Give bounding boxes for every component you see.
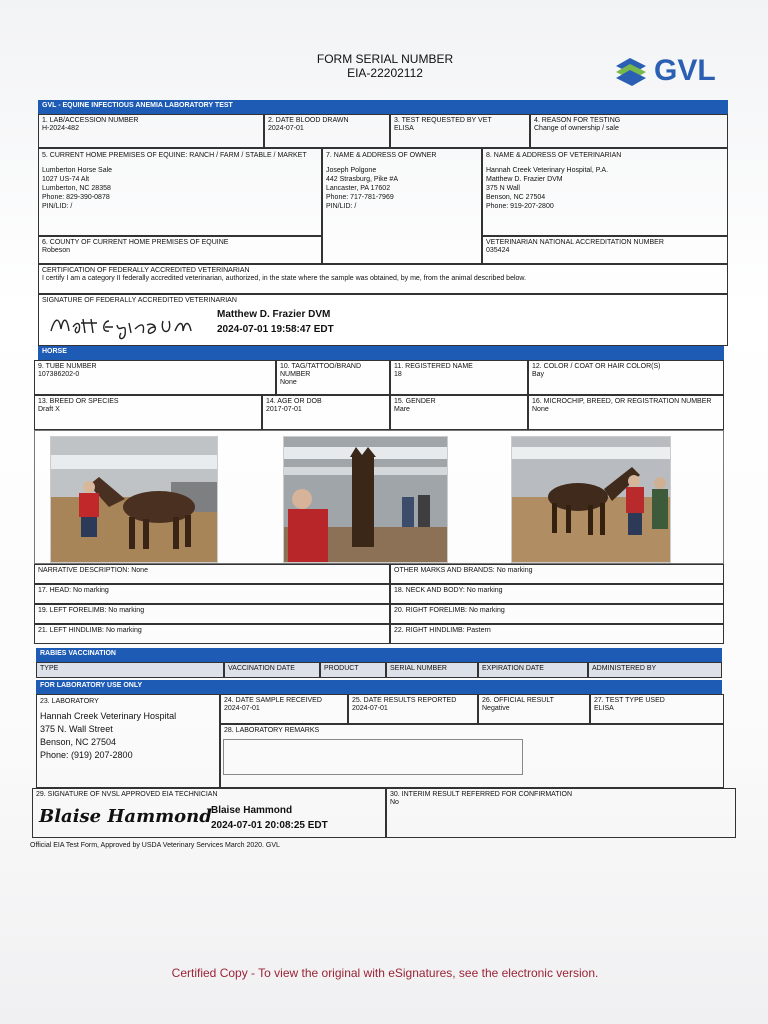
field-color	[528, 360, 724, 395]
field-left-forelimb	[34, 604, 390, 624]
field-label: 8. NAME & ADDRESS OF VETERINARIAN	[486, 152, 622, 159]
field-lab-remarks	[220, 724, 724, 788]
field-certification	[38, 264, 728, 294]
lab-line: 375 N. Wall Street	[40, 724, 113, 734]
field-head	[34, 584, 390, 604]
field-label: 17. HEAD:	[38, 587, 72, 594]
field-test-requested	[390, 114, 530, 148]
field-label: 16. MICROCHIP, BREED, OR REGISTRATION NUMBER	[532, 398, 712, 405]
field-value: 18	[394, 371, 402, 378]
horse-photo-1	[50, 436, 218, 563]
field-value: Negative	[482, 705, 510, 712]
rabies-col-label: SERIAL NUMBER	[390, 665, 447, 672]
lab-line: Phone: (919) 207-2800	[40, 750, 133, 760]
vet-signature-graphic	[47, 309, 207, 341]
field-left-hindlimb	[34, 624, 390, 644]
field-label: 6. COUNTY OF CURRENT HOME PREMISES OF EQUINE	[42, 239, 229, 246]
field-value: Pastern	[466, 627, 491, 634]
field-label: 20. RIGHT FORELIMB:	[394, 607, 467, 614]
form-header	[300, 52, 470, 80]
field-label: 25. DATE RESULTS REPORTED	[352, 697, 457, 704]
field-label: SIGNATURE OF FEDERALLY ACCREDITED VETERINARIAN	[42, 297, 237, 304]
field-label: 24. DATE SAMPLE RECEIVED	[224, 697, 322, 704]
premises-line: PIN/LID: /	[42, 203, 73, 210]
field-veterinarian	[482, 148, 728, 236]
field-value: No marking	[496, 567, 533, 574]
field-gender	[390, 395, 528, 430]
field-value: No marking	[466, 587, 503, 594]
rabies-col-label: EXPIRATION DATE	[482, 665, 544, 672]
field-value: 2024-07-01	[268, 125, 304, 132]
field-neck-body	[390, 584, 724, 604]
field-label: 23. LABORATORY	[40, 698, 99, 705]
field-vet-signature	[38, 294, 728, 346]
owner-line: Lancaster, PA 17602	[326, 185, 391, 192]
field-label: 26. OFFICIAL RESULT	[482, 697, 554, 704]
field-label: 30. INTERIM RESULT REFERRED FOR CONFIRMATION	[390, 791, 573, 798]
field-label: 29. SIGNATURE OF NVSL APPROVED EIA TECHNICIAN	[36, 791, 218, 798]
field-label: OTHER MARKS AND BRANDS:	[394, 567, 495, 574]
field-microchip	[528, 395, 724, 430]
form-title: FORM SERIAL NUMBER	[316, 52, 454, 66]
field-label: VETERINARIAN NATIONAL ACCREDITATION NUMBER	[486, 239, 664, 246]
field-value: None	[280, 379, 297, 386]
section-bar-eia: GVL - EQUINE INFECTIOUS ANEMIA LABORATORY TEST	[38, 100, 728, 114]
vet-line: 375 N Wall	[486, 185, 520, 192]
technician-datetime: 2024-07-01 20:08:25 EDT	[211, 820, 328, 831]
vet-line: Matthew D. Frazier DVM	[486, 176, 563, 183]
rabies-col-type	[36, 662, 224, 678]
field-results-reported	[348, 694, 478, 724]
lab-line: Benson, NC 27504	[40, 737, 117, 747]
gvl-logo-text: GVL	[654, 54, 716, 87]
field-label: 9. TUBE NUMBER	[38, 363, 97, 370]
field-value: No marking	[468, 607, 505, 614]
field-label: 7. NAME & ADDRESS OF OWNER	[326, 152, 437, 159]
field-value: None	[131, 567, 148, 574]
field-age	[262, 395, 390, 430]
gvl-logo	[614, 54, 716, 88]
field-value: Draft X	[38, 406, 60, 413]
field-right-hindlimb	[390, 624, 724, 644]
vet-line: Benson, NC 27504	[486, 194, 546, 201]
rabies-col-administered	[588, 662, 722, 678]
vet-signature-name: Matthew D. Frazier DVM	[217, 309, 331, 320]
field-interim-result	[386, 788, 736, 838]
field-value: 2024-07-01	[352, 705, 388, 712]
field-value: Mare	[394, 406, 410, 413]
field-breed	[34, 395, 262, 430]
field-right-forelimb	[390, 604, 724, 624]
vet-signature-datetime: 2024-07-01 19:58:47 EDT	[217, 324, 334, 335]
field-label: 18. NECK AND BODY:	[394, 587, 465, 594]
field-label: 1. LAB/ACCESSION NUMBER	[42, 117, 139, 124]
section-bar-horse: HORSE	[38, 346, 724, 360]
owner-line: PIN/LID: /	[326, 203, 357, 210]
field-accession	[38, 114, 264, 148]
field-sample-received	[220, 694, 348, 724]
field-tag	[276, 360, 390, 395]
field-label: 2. DATE BLOOD DRAWN	[268, 117, 349, 124]
owner-line: 442 Strasburg, Pike #A	[326, 176, 398, 183]
technician-signature-script: Blaise Hammond	[39, 806, 212, 827]
field-value: No marking	[105, 627, 142, 634]
form-serial: EIA-22202112	[347, 66, 423, 80]
field-value: 2017-07-01	[266, 406, 302, 413]
horse-photo-3	[511, 436, 671, 563]
field-label: 27. TEST TYPE USED	[594, 697, 665, 704]
field-value: 2024-07-01	[224, 705, 260, 712]
field-official-result	[478, 694, 590, 724]
certified-copy-note: Certified Copy - To view the original with eSignatures, see the electronic version.	[171, 966, 599, 980]
rabies-col-serial	[386, 662, 478, 678]
rabies-col-label: ADMINISTERED BY	[592, 665, 657, 672]
premises-line: Lumberton, NC 28358	[42, 185, 111, 192]
field-registered-name	[390, 360, 528, 395]
field-other-marks	[390, 564, 724, 584]
field-value: ELISA	[394, 125, 414, 132]
field-date-drawn	[264, 114, 390, 148]
field-value: 035424	[486, 247, 510, 254]
premises-line: Lumberton Horse Sale	[42, 167, 113, 174]
certification-text: I certify I am a category II federally accredited veterinarian, authorized, in the state where the sample was obtained, by me, from the animal described below.	[42, 275, 527, 282]
gvl-logo-icon	[614, 54, 648, 88]
field-label: 28. LABORATORY REMARKS	[224, 727, 320, 734]
field-value: No marking	[108, 607, 145, 614]
field-label: 3. TEST REQUESTED BY VET	[394, 117, 492, 124]
field-accreditation	[482, 236, 728, 264]
field-premises	[38, 148, 322, 236]
field-county	[38, 236, 322, 264]
field-value: No marking	[73, 587, 109, 594]
field-technician-signature	[32, 788, 386, 838]
field-value: ELISA	[594, 705, 614, 712]
field-label: 19. LEFT FORELIMB:	[38, 607, 107, 614]
premises-line: Phone: 829-390-0878	[42, 194, 110, 201]
field-owner	[322, 148, 482, 264]
rabies-col-date	[224, 662, 320, 678]
field-laboratory	[36, 694, 220, 788]
rabies-col-expiration	[478, 662, 588, 678]
owner-line: Joseph Polgone	[326, 167, 377, 174]
field-label: 14. AGE OR DOB	[266, 398, 322, 405]
official-form-note: Official EIA Test Form, Approved by USDA Veterinary Services March 2020. GVL	[30, 842, 280, 849]
section-bar-lab: FOR LABORATORY USE ONLY	[36, 680, 722, 694]
field-value: Bay	[532, 371, 545, 378]
field-label: CERTIFICATION OF FEDERALLY ACCREDITED VETERINARIAN	[42, 267, 250, 274]
owner-line: Phone: 717-781-7969	[326, 194, 394, 201]
field-label: 13. BREED OR SPECIES	[38, 398, 119, 405]
rabies-col-label: VACCINATION DATE	[228, 665, 295, 672]
field-label: NARRATIVE DESCRIPTION:	[38, 567, 130, 574]
horse-photo-2	[283, 436, 448, 563]
field-value: None	[532, 406, 549, 413]
section-bar-rabies: RABIES VACCINATION	[36, 648, 722, 662]
field-tube	[34, 360, 276, 395]
field-test-type	[590, 694, 724, 724]
field-label: 12. COLOR / COAT OR HAIR COLOR(S)	[532, 363, 661, 370]
field-label: 4. REASON FOR TESTING	[534, 117, 621, 124]
field-reason	[530, 114, 728, 148]
rabies-col-label: PRODUCT	[324, 665, 359, 672]
field-label: 15. GENDER	[394, 398, 436, 405]
field-value: No	[390, 799, 399, 806]
vet-line: Hannah Creek Veterinary Hospital, P.A.	[486, 167, 609, 174]
field-narrative	[34, 564, 390, 584]
vet-line: Phone: 919-207-2800	[486, 203, 554, 210]
field-value: Change of ownership / sale	[534, 125, 619, 132]
lab-line: Hannah Creek Veterinary Hospital	[40, 711, 177, 721]
field-label: 22. RIGHT HINDLIMB:	[394, 627, 465, 634]
lab-remarks-box	[223, 739, 523, 775]
field-value: H-2024-482	[42, 125, 79, 132]
field-label: 5. CURRENT HOME PREMISES OF EQUINE: RANCH / FARM / STABLE / MARKET	[42, 152, 307, 159]
rabies-col-product	[320, 662, 386, 678]
field-value: Robeson	[42, 247, 71, 254]
field-label: 10. TAG/TATTOO/BRAND NUMBER	[280, 363, 362, 378]
field-label: 21. LEFT HINDLIMB:	[38, 627, 105, 634]
premises-line: 1027 US-74 Alt	[42, 176, 90, 183]
rabies-col-label: TYPE	[40, 665, 59, 672]
technician-name: Blaise Hammond	[211, 805, 293, 816]
field-label: 11. REGISTERED NAME	[394, 363, 473, 370]
field-value: 107386202-0	[38, 371, 80, 378]
